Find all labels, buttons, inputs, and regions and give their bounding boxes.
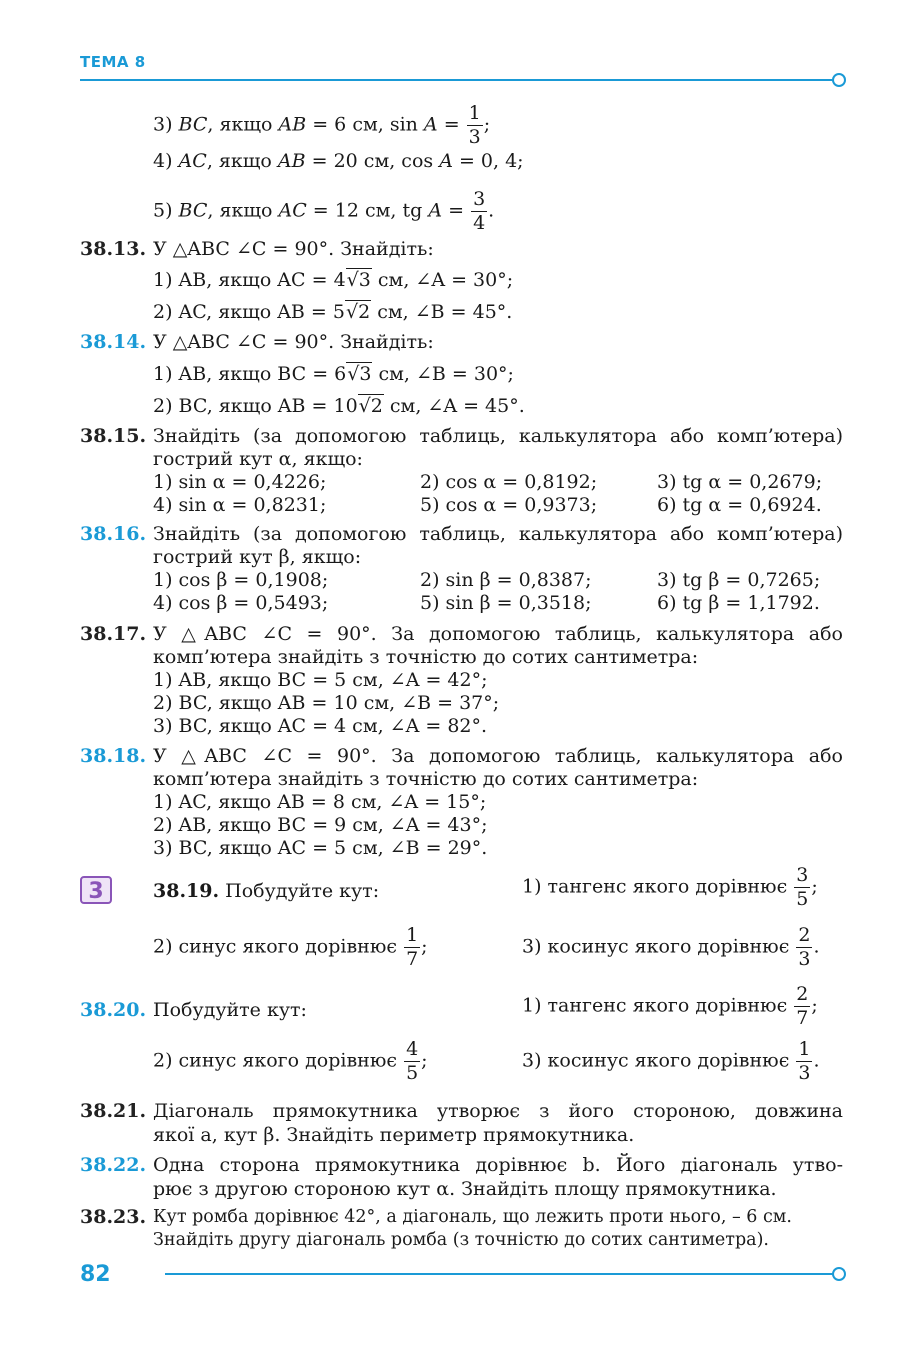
problem-stem: У △ABC ∠C = 90°. Знайдіть: — [153, 331, 434, 353]
list-item: 1) cos β = 0,1908; — [153, 569, 329, 591]
list-item: 1) AB, якщо AC = 4√3 см, ∠A = 30°; — [153, 269, 514, 291]
list-item: 2) cos α = 0,8192; — [420, 471, 598, 493]
problem-text: Одна сторона прямокутника дорівнює b. Його діагональ утво- — [153, 1154, 843, 1176]
difficulty-level-badge: 3 — [80, 876, 112, 904]
problem-number: 38.18. — [80, 745, 147, 767]
sqrt-symbol: √3 — [346, 269, 371, 291]
list-item: 4) sin α = 0,8231; — [153, 494, 327, 516]
problem-number: 38.23. — [80, 1206, 147, 1228]
list-item: 5) cos α = 0,9373; — [420, 494, 598, 516]
list-item: 1) AB, якщо BC = 5 см, ∠A = 42°; — [153, 669, 488, 691]
list-item: 1) AB, якщо BC = 6√3 см, ∠B = 30°; — [153, 363, 514, 385]
list-item: 3) BC, якщо AC = 5 см, ∠B = 29°. — [153, 837, 488, 859]
list-item: 3) BC, якщо AC = 4 см, ∠A = 82°. — [153, 715, 488, 737]
list-item: 5) sin β = 0,3518; — [420, 592, 592, 614]
list-item: 1) тангенс якого дорівнює $\frac{2}{7}$ ; — [522, 983, 818, 1029]
list-item: 2) синус якого дорівнює $\frac{1}{7}$ ; — [153, 924, 428, 970]
list-item: 6) tg α = 0,6924. — [657, 494, 822, 516]
header-rule — [80, 79, 834, 81]
list-item: 3) косинус якого дорівнює $\frac{2}{3}$ . — [522, 924, 820, 970]
problem-text: гострий кут β, якщо: — [153, 546, 362, 568]
problem-text: гострий кут α, якщо: — [153, 448, 363, 470]
problem-text: Діагональ прямокутника утворює з його стороною, довжина — [153, 1100, 843, 1122]
list-item: 2) синус якого дорівнює $\frac{4}{5}$ ; — [153, 1038, 428, 1084]
list-item: 2) sin β = 0,8387; — [420, 569, 592, 591]
list-item: 4) cos β = 0,5493; — [153, 592, 329, 614]
list-item: 3) tg β = 0,7265; — [657, 569, 821, 591]
problem-number: 38.20. — [80, 999, 147, 1021]
footer-rule — [165, 1273, 834, 1275]
problem-stem: Побудуйте кут: — [153, 999, 307, 1021]
list-item: 1) тангенс якого дорівнює $\frac{3}{5}$ ; — [522, 864, 818, 910]
list-item: 4) AC, якщо AB = 20 см, cos A = 0, 4; — [153, 150, 524, 172]
list-item: 3) косинус якого дорівнює $\frac{1}{3}$ . — [522, 1038, 820, 1084]
problem-text: якої a, кут β. Знайдіть периметр прямокутника. — [153, 1124, 635, 1146]
problem-number: 38.13. — [80, 238, 147, 260]
list-item: 3) BC, якщо AB = 6 см, sin A = $\frac{1}{3}$ ; — [153, 102, 491, 148]
problem-text: Знайдіть (за допомогою таблиць, калькулятора або комп’ютера) — [153, 523, 843, 545]
page-number: 82 — [80, 1262, 111, 1287]
list-item: 2) AC, якщо AB = 5√2 см, ∠B = 45°. — [153, 301, 513, 323]
problem-number: 38.17. — [80, 623, 147, 645]
problem-text: рює з другою стороною кут α. Знайдіть площу прямокутника. — [153, 1178, 777, 1200]
problem-text: У △ABC ∠C = 90°. За допомогою таблиць, калькулятора або — [153, 623, 843, 645]
list-item: 5) BC, якщо AC = 12 см, tg A = $\frac{3}{4}$ . — [153, 188, 495, 234]
section-label: ТЕМА 8 — [80, 53, 146, 71]
problem-text: Знайдіть (за допомогою таблиць, калькулятора або комп’ютера) — [153, 425, 843, 447]
problem-text: комп’ютера знайдіть з точністю до сотих сантиметра: — [153, 768, 699, 790]
problem-stem: У △ABC ∠C = 90°. Знайдіть: — [153, 238, 434, 260]
problem-number: 38.14. — [80, 331, 147, 353]
problem-text: Знайдіть другу діагональ ромба (з точністю до сотих сантиметра). — [153, 1230, 769, 1250]
problem-number: 38.16. — [80, 523, 147, 545]
header-rule-end-ring — [832, 73, 846, 87]
problem-number: 38.15. — [80, 425, 147, 447]
sqrt-symbol: √3 — [347, 363, 372, 385]
problem-number: 38.21. — [80, 1100, 147, 1122]
problem-stem: 38.19. Побудуйте кут: — [153, 880, 380, 902]
footer-rule-end-ring — [832, 1267, 846, 1281]
list-item: 6) tg β = 1,1792. — [657, 592, 820, 614]
list-item: 2) BC, якщо AB = 10 см, ∠B = 37°; — [153, 692, 500, 714]
list-item: 1) AC, якщо AB = 8 см, ∠A = 15°; — [153, 791, 487, 813]
problem-number: 38.22. — [80, 1154, 147, 1176]
problem-text: комп’ютера знайдіть з точністю до сотих сантиметра: — [153, 646, 699, 668]
list-item: 2) AB, якщо BC = 9 см, ∠A = 43°; — [153, 814, 488, 836]
sqrt-symbol: √2 — [345, 301, 371, 323]
problem-text: У △ABC ∠C = 90°. За допомогою таблиць, калькулятора або — [153, 745, 843, 767]
problem-number: 38.19. — [153, 880, 220, 902]
list-item: 1) sin α = 0,4226; — [153, 471, 327, 493]
list-item: 2) BC, якщо AB = 10√2 см, ∠A = 45°. — [153, 395, 525, 417]
sqrt-symbol: √2 — [358, 395, 383, 417]
list-item: 3) tg α = 0,2679; — [657, 471, 823, 493]
problem-text: Кут ромба дорівнює 42°, а діагональ, що лежить проти нього, – 6 см. — [153, 1207, 792, 1227]
